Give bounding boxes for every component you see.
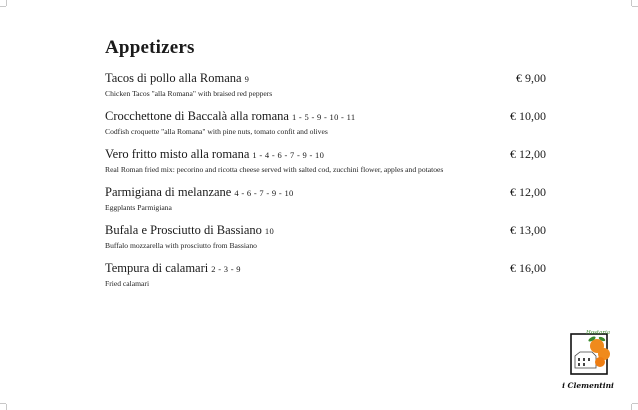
item-price: € 16,00 [510, 261, 546, 275]
item-description: Eggplants Parmigiana [105, 203, 172, 212]
item-price: € 12,00 [510, 147, 546, 161]
item-allergens: 1 - 4 - 6 - 7 - 9 - 10 [252, 150, 325, 160]
item-name: Tempura di calamari [105, 261, 209, 275]
section-title: Appetizers [105, 37, 195, 58]
item-description: Chicken Tacos "alla Romana" with braised red peppers [105, 89, 273, 98]
item-description: Codfish croquette "alla Romana" with pine nuts, tomato confit and olives [105, 127, 328, 136]
logo-bottom-text: i Clementini [562, 381, 614, 390]
crop-mark-bottom-left [6, 404, 7, 410]
item-name: Tacos di pollo alla Romana [105, 71, 242, 85]
menu-list [105, 71, 546, 299]
item-description: Buffalo mozzarella with prosciutto from Bassiano [105, 241, 257, 250]
menu-item [105, 147, 546, 185]
clementine-logo-icon [562, 328, 614, 392]
item-name: Bufala e Prosciutto di Bassiano [105, 223, 262, 237]
crop-mark-bottom-right [631, 404, 632, 410]
crop-mark-top-left [6, 0, 7, 6]
logo-clementine-3 [595, 357, 605, 367]
item-description: Real Roman fried mix: pecorino and ricotta cheese served with salted cod, zucchini flower, apples and potatoes [105, 165, 444, 174]
item-price: € 10,00 [510, 109, 546, 123]
menu-item [105, 223, 546, 261]
crop-mark-top-right-h [632, 6, 638, 7]
item-price: € 9,00 [516, 71, 546, 85]
crop-mark-bottom-right-h [632, 403, 638, 404]
item-allergens: 10 [264, 226, 275, 236]
item-allergens: 4 - 6 - 7 - 9 - 10 [234, 188, 294, 198]
menu-item [105, 109, 546, 147]
item-description: Fried calamari [105, 279, 150, 288]
item-allergens: 1 - 5 - 9 - 10 - 11 [291, 112, 356, 122]
item-name: Crocchettone di Baccalà alla romana [105, 109, 289, 123]
item-price: € 12,00 [510, 185, 546, 199]
crop-mark-bottom-left-h [0, 403, 6, 404]
item-name: Parmigiana di melanzane [105, 185, 232, 199]
item-allergens: 9 [244, 74, 250, 84]
menu-item [105, 185, 546, 223]
menu-item [105, 71, 546, 109]
item-name: Vero fritto misto alla romana [105, 147, 250, 161]
item-price: € 13,00 [510, 223, 546, 237]
crop-mark-top-left-h [0, 6, 6, 7]
item-allergens: 2 - 3 - 9 [211, 264, 241, 274]
menu-item [105, 261, 546, 299]
logo-top-text: Hostaria [586, 330, 611, 336]
